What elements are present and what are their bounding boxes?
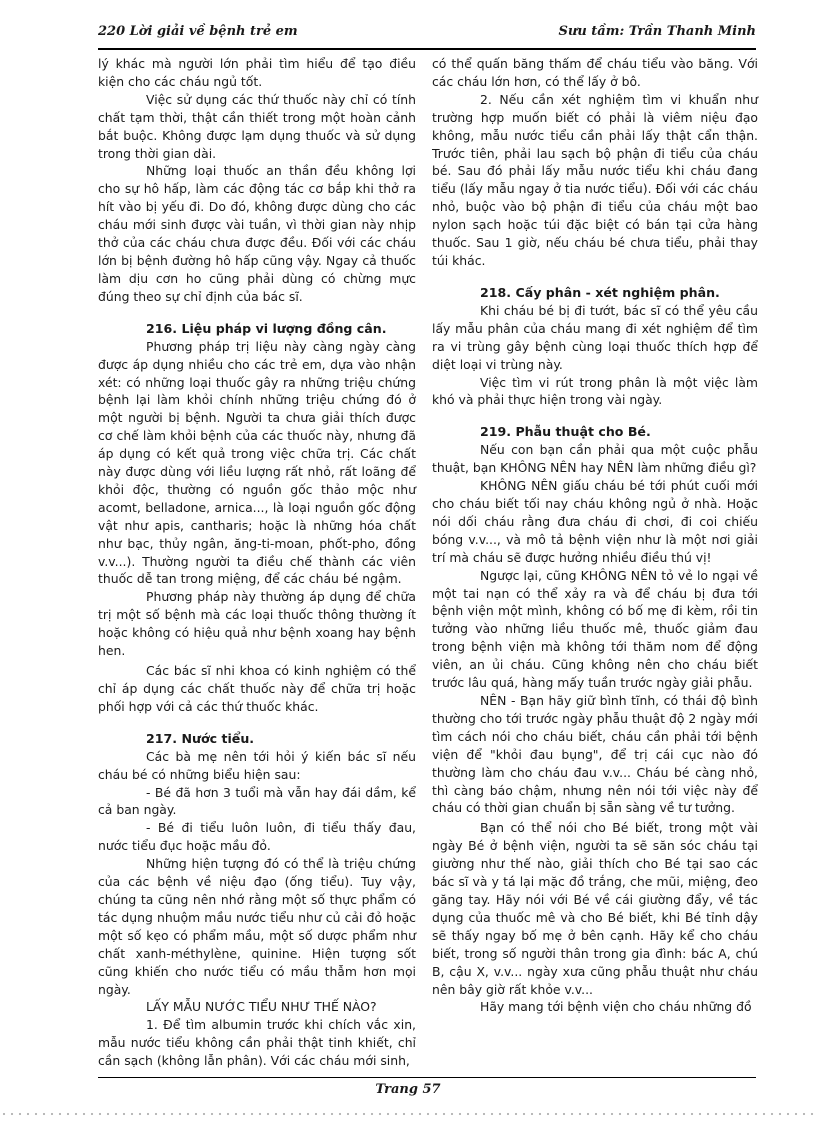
paragraph: Việc tìm vi rút trong phân là một việc làm khó và phải thực hiện trong vài ngày.: [432, 374, 758, 408]
page-header: [98, 22, 756, 50]
paragraph: Những loại thuốc an thần đều không lợi cho sự hô hấp, làm các động tác cơ bắp khi thở ra hít vào bị yếu đi. Do đó, không được dùng cho các cháu mới sinh được vài tuần, vì thời gian này nhịp thở của các cháu chưa được đều. Đối với các cháu lớn bị bệnh đường hô hấp cũng vậy. Ngay cả thuốc làm dịu cơn ho cũng phải dùng có chừng mực đúng theo sự chỉ định của bác sĩ.: [98, 163, 416, 304]
paragraph: Phương pháp này thường áp dụng để chữa trị một số bệnh mà các loại thuốc thông thường ít hoặc không có hiệu quả như bệnh xoang hay bệnh hen.: [98, 589, 416, 659]
paragraph: Các bác sĩ nhi khoa có kinh nghiệm có thể chỉ áp dụng các chất thuốc này để chữa trị hoặc phối hợp với cả các thứ thuốc khác.: [98, 663, 416, 714]
paragraph: Các bà mẹ nên tới hỏi ý kiến bác sĩ nếu cháu bé có những biểu hiện sau:: [98, 748, 416, 782]
left-column: [98, 55, 416, 1070]
right-column: [432, 55, 758, 1016]
list-item: - Bé đi tiểu luôn luôn, đi tiểu thấy đau, nước tiểu đục hoặc mầu đỏ.: [98, 820, 416, 854]
page-edge-dots: [0, 1112, 816, 1116]
subheading: LẤY MẪU NƯỚC TIỂU NHƯ THẾ NÀO?: [146, 999, 377, 1015]
paragraph: Phương pháp trị liệu này càng ngày càng được áp dụng nhiều cho các trẻ em, dựa vào nhận xét: có những loại thuốc gây ra những triệu chứng bệnh lại làm khỏi chính những triệu chứng đó ở một người bị bệnh. Người ta chưa giải thích được cơ chế làm khỏi bệnh của các thuốc này, nhưng đã áp dụng có kết quả trong việc chữa trị. Các chất này được dùng với liều lượng rất nhỏ, rất loãng để khỏi độc, thường có nguồn gốc thảo mộc như acomt, belladone, arnica..., là loại nguồn gốc động vật như apis, cantharis; hoặc là những hóa chất như bạc, thủy ngân, ăng-ti-moan, phốt-pho, đồng v.v...). Thường người ta điều chế thành các viên thuốc dễ tan trong miệng, để các cháu bé ngậm.: [98, 338, 416, 587]
page-number: Trang 57: [375, 1082, 441, 1097]
paragraph: Khi cháu bé bị đi tướt, bác sĩ có thể yêu cầu lấy mẫu phân của cháu mang đi xét nghiệm để tìm ra vi trùng gây bệnh cùng loại thuốc thích hợp để diệt loại vi trùng này.: [432, 302, 758, 372]
list-item: - Bé đã hơn 3 tuổi mà vẫn hay đái dầm, kể cả ban ngày.: [98, 784, 416, 818]
paragraph: 2. Nếu cần xét nghiệm tìm vi khuẩn như trường hợp muốn biết có phải là viêm niệu đạo không, mẫu nước tiểu cần phải lấy thật cẩn thận. Trước tiên, phải lau sạch bộ phận đi tiểu của cháu bé. Sau đó phải lấy mẫu nước tiểu khi cháu đang tiểu (lấy mẫu ngay ở tia nước tiểu). Đối với các cháu nhỏ, buộc vào bộ phận đi tiểu của cháu một bao nylon sạch hoặc túi đặc biệt có bán tại cửa hàng thuốc. Sau 1 giờ, nếu cháu bé chưa tiểu, phải thay túi khác.: [432, 91, 758, 268]
paragraph: NÊN - Bạn hãy giữ bình tĩnh, có thái độ bình thường cho tới trước ngày phẫu thuật độ 2 ngày mới tìm cách nói cho cháu biết, cháu cần phải tới bệnh viện để "khỏi đau bụng", để trị cái cục nào đó thường làm cho cháu đau v.v... Cháu bé càng nhỏ, thì càng báo chậm, nhưng nên nói tới việc này để cháu có thời gian chuẩn bị sẵn sàng về tư tưởng.: [432, 693, 758, 816]
paragraph: lý khác mà người lớn phải tìm hiểu để tạo điều kiện cho các cháu ngủ tốt.: [98, 56, 416, 89]
paragraph: Hãy mang tới bệnh viện cho cháu những đồ: [480, 999, 752, 1015]
compiler-credit: Sưu tầm: Trần Thanh Minh: [558, 24, 756, 39]
paragraph: có thể quấn băng thấm để cháu tiểu vào băng. Với các cháu lớn hơn, có thể lấy ở bô.: [432, 56, 758, 89]
paragraph: Nếu con bạn cần phải qua một cuộc phẫu thuật, bạn KHÔNG NÊN hay NÊN làm những điều gì?: [432, 442, 758, 476]
paragraph: Những hiện tượng đó có thể là triệu chứng của các bệnh về niệu đạo (ống tiểu). Tuy vậy, chúng ta cũng nên nhớ rằng một số thực phẩm có tác dụng nhuộm mầu nước tiểu như củ cải đỏ hoặc một số kẹo có phẩm mầu, một số dược phẩm như chất xanh-méthylène, quinine. Hiện tượng sốt cũng khiến cho nước tiểu có mầu thẫm hơn mọi ngày.: [98, 856, 416, 997]
section-heading-217: 217. Nước tiểu.: [146, 730, 255, 746]
paragraph: 1. Để tìm albumin trước khi chích vắc xin, mẫu nước tiểu không cần phải thật tinh khiết, chỉ cần sạch (không lẫn phân). Với các cháu mới sinh,: [98, 1017, 416, 1069]
section-heading-219: 219. Phẫu thuật cho Bé.: [480, 424, 651, 440]
paragraph: Việc sử dụng các thứ thuốc này chỉ có tính chất tạm thời, thật cần thiết trong một hoàn cảnh bắt buộc. Không được lạm dụng thuốc và sử dụng trong thời gian dài.: [98, 91, 416, 161]
paragraph: Ngược lại, cũng KHÔNG NÊN tỏ vẻ lo ngại về một tai nạn có thể xảy ra và để cháu bị đưa tới bệnh viện một mình, không có bố mẹ đi kèm, rồi tin tưởng vào những liều thuốc mê, thuốc giảm đau trong bệnh viện mà không tới thăm nom để động viên, an ủi cháu. Cũng không nên cho cháu biết trước lâu quá, hàng mấy tuần trước ngày giải phẫu.: [432, 567, 758, 691]
footer-divider: [98, 1077, 756, 1078]
section-heading-216: 216. Liệu pháp vi lượng đồng cân.: [146, 320, 387, 336]
paragraph: Bạn có thể nói cho Bé biết, trong một vài ngày Bé ở bệnh viện, người ta sẽ săn sóc cháu tại giường như thế nào, giải thích cho Bé tại sao các bác sĩ và y tá lại mặc đồ trắng, che mũi, miệng, đeo găng tay. Hãy nói với Bé về cái giường đẩy, về tác dụng của thuốc mê và cho Bé biết, khi Bé tỉnh dậy sẽ thấy ngay bố mẹ ở bên cạnh. Hãy kể cho cháu biết, trong số người thân trong gia đình: bác A, chú B, cậu X, v.v... ngày xưa cũng phẫu thuật như cháu nên bây giờ rất khỏe v.v...: [432, 820, 758, 997]
paragraph: KHÔNG NÊN giấu cháu bé tới phút cuối mới cho cháu biết tối nay cháu không ngủ ở nhà. Hoặc nói dối cháu rằng đưa cháu đi chơi, đi coi chiếu bóng v.v..., và mô tả bệnh viện như là một nơi giải trí mà cháu sẽ được hưởng nhiều điều thú vị!: [432, 478, 758, 565]
book-title: 220 Lời giải về bệnh trẻ em: [98, 24, 298, 39]
section-heading-218: 218. Cấy phân - xét nghiệm phân.: [480, 284, 720, 300]
